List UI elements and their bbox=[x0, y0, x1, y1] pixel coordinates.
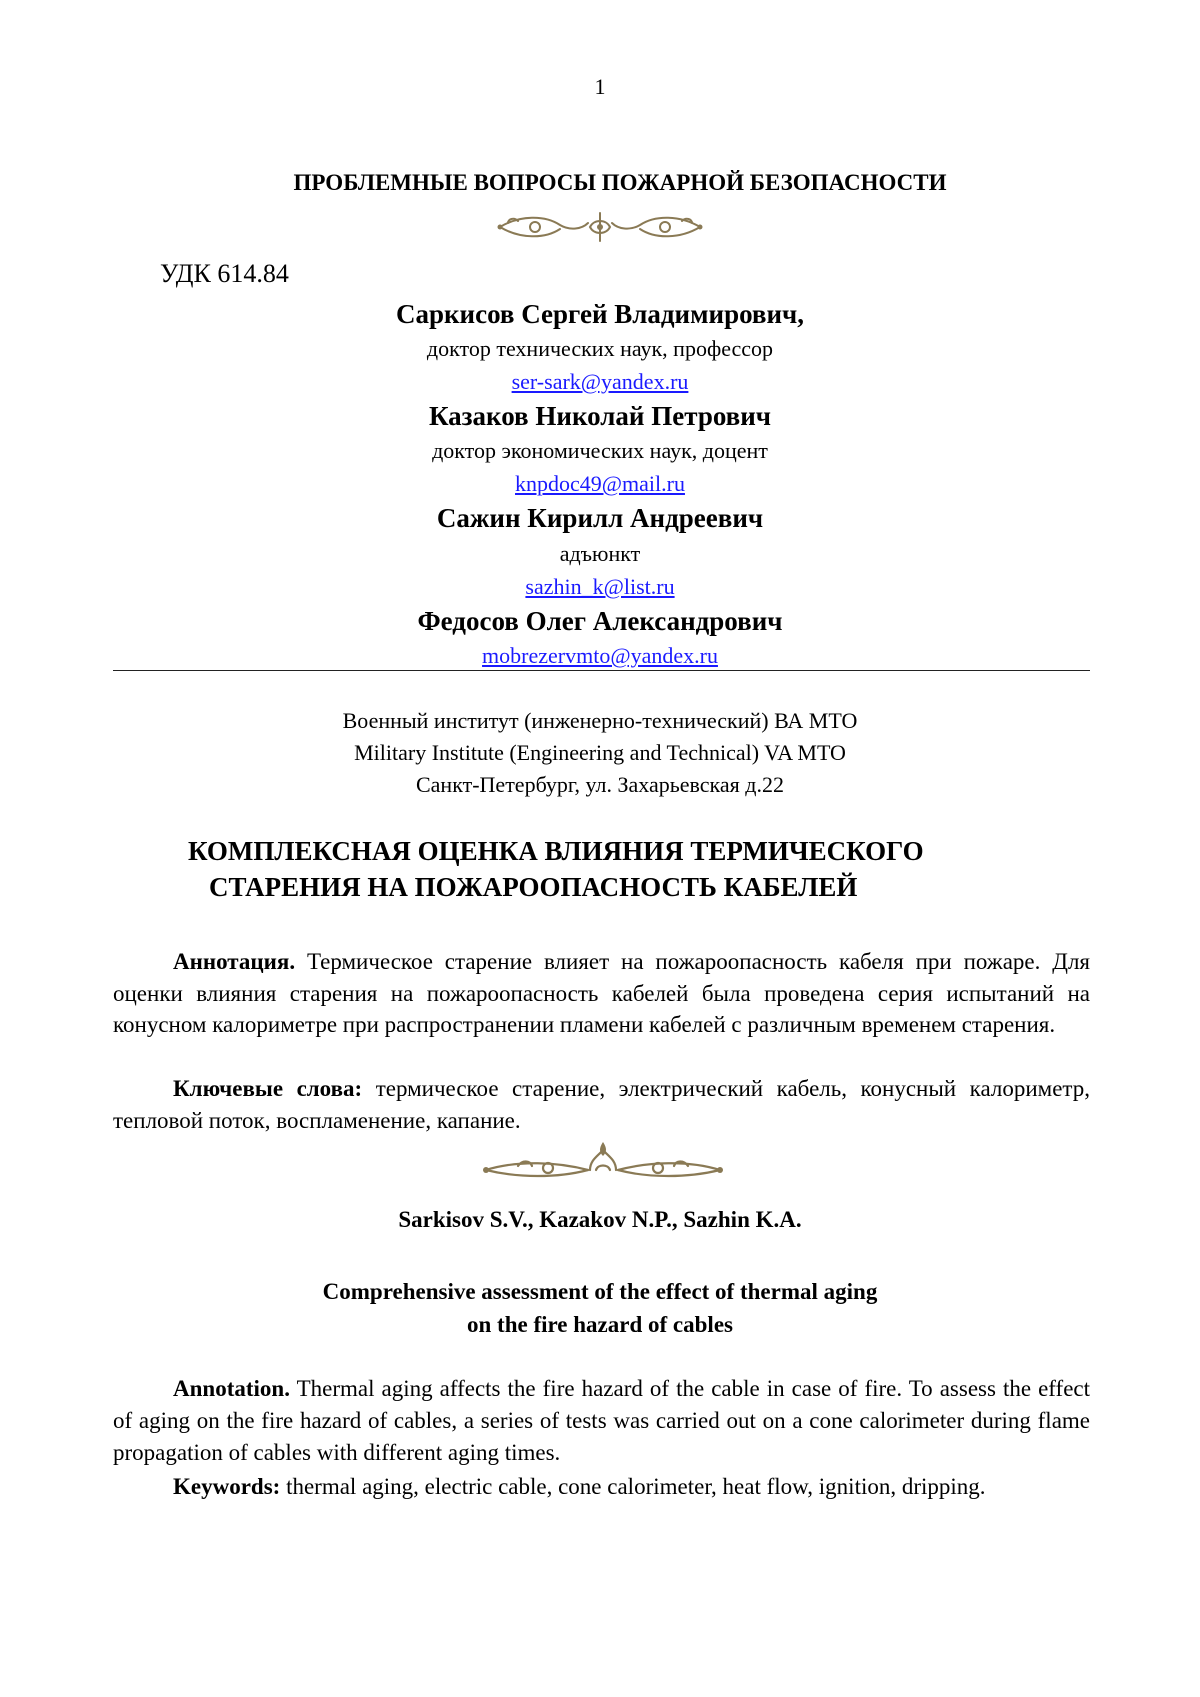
author-email-link[interactable]: ser-sark@yandex.ru bbox=[511, 369, 689, 394]
author-name: Сажин Кирилл Андреевич bbox=[436, 503, 764, 533]
keywords-en-text: thermal aging, electric cable, cone calorimeter, heat flow, ignition, dripping. bbox=[280, 1474, 986, 1499]
annotation-en-text: Thermal aging affects the fire hazard of the cable in case of fire. To assess the effect of aging on the fire hazard of cables, a series of tests was carried out on a cone calorimeter during flame propagation of cables with different aging times. bbox=[113, 1376, 1090, 1466]
en-title-line1: Comprehensive assessment of the effect of thermal aging bbox=[322, 1279, 878, 1304]
en-authors: Sarkisov S.V., Kazakov N.P., Sazhin K.A. bbox=[398, 1207, 802, 1232]
author-title: доктор экономических наук, доцент bbox=[432, 438, 768, 463]
udk-code: УДК 614.84 bbox=[160, 259, 289, 288]
annotation-en-label: Annotation. bbox=[173, 1376, 290, 1401]
affiliation-ru: Военный институт (инженерно-технический) ВА МТО bbox=[342, 708, 858, 733]
keywords-ru-label: Ключевые слова: bbox=[173, 1076, 363, 1101]
article-title-line2: СТАРЕНИЯ НА ПОЖАРООПАСНОСТЬ КАБЕЛЕЙ bbox=[209, 872, 858, 902]
affiliation-en: Military Institute (Engineering and Technical) VA MTO bbox=[354, 740, 846, 765]
affiliation-address: Санкт-Петербург, ул. Захарьевская д.22 bbox=[415, 772, 784, 797]
author-name: Федосов Олег Александрович bbox=[417, 606, 783, 636]
keywords-en bbox=[113, 1471, 1090, 1503]
en-title-line2: on the fire hazard of cables bbox=[467, 1312, 733, 1337]
keywords-ru-text: термическое старение, электрический кабель, конусный калориметр, тепловой поток, воспламенение, капание. bbox=[113, 1076, 1090, 1133]
scroll-ornament-icon bbox=[490, 207, 710, 247]
author-email-link[interactable]: mobrezervmto@yandex.ru bbox=[482, 643, 718, 668]
author-name: Саркисов Сергей Владимирович, bbox=[395, 299, 805, 329]
keywords-ru bbox=[113, 1073, 1090, 1136]
fleur-ornament-icon bbox=[478, 1140, 728, 1184]
author-title: адъюнкт bbox=[559, 541, 641, 566]
author-name: Казаков Николай Петрович bbox=[428, 401, 772, 431]
annotation-en bbox=[113, 1373, 1090, 1470]
article-title-line1: КОМПЛЕКСНАЯ ОЦЕНКА ВЛИЯНИЯ ТЕРМИЧЕСКОГО bbox=[188, 836, 924, 866]
author-email-link[interactable]: knpdoc49@mail.ru bbox=[515, 471, 685, 496]
section-header: ПРОБЛЕМНЫЕ ВОПРОСЫ ПОЖАРНОЙ БЕЗОПАСНОСТИ bbox=[293, 170, 947, 195]
annotation-ru bbox=[113, 946, 1090, 1041]
authors-divider bbox=[113, 670, 1090, 671]
keywords-en-label: Keywords: bbox=[173, 1474, 281, 1499]
annotation-ru-text: Термическое старение влияет на пожароопасность кабеля при пожаре. Для оценки влияния старения на пожароопасность кабелей была проведена серия испытаний на конусном калориметре при распространении пламени кабелей с различным временем старения. bbox=[113, 949, 1090, 1038]
author-email-link[interactable]: sazhin_k@list.ru bbox=[525, 574, 675, 599]
page-number: 1 bbox=[594, 74, 606, 99]
author-title: доктор технических наук, профессор bbox=[426, 336, 774, 361]
annotation-ru-label: Аннотация. bbox=[173, 949, 296, 974]
